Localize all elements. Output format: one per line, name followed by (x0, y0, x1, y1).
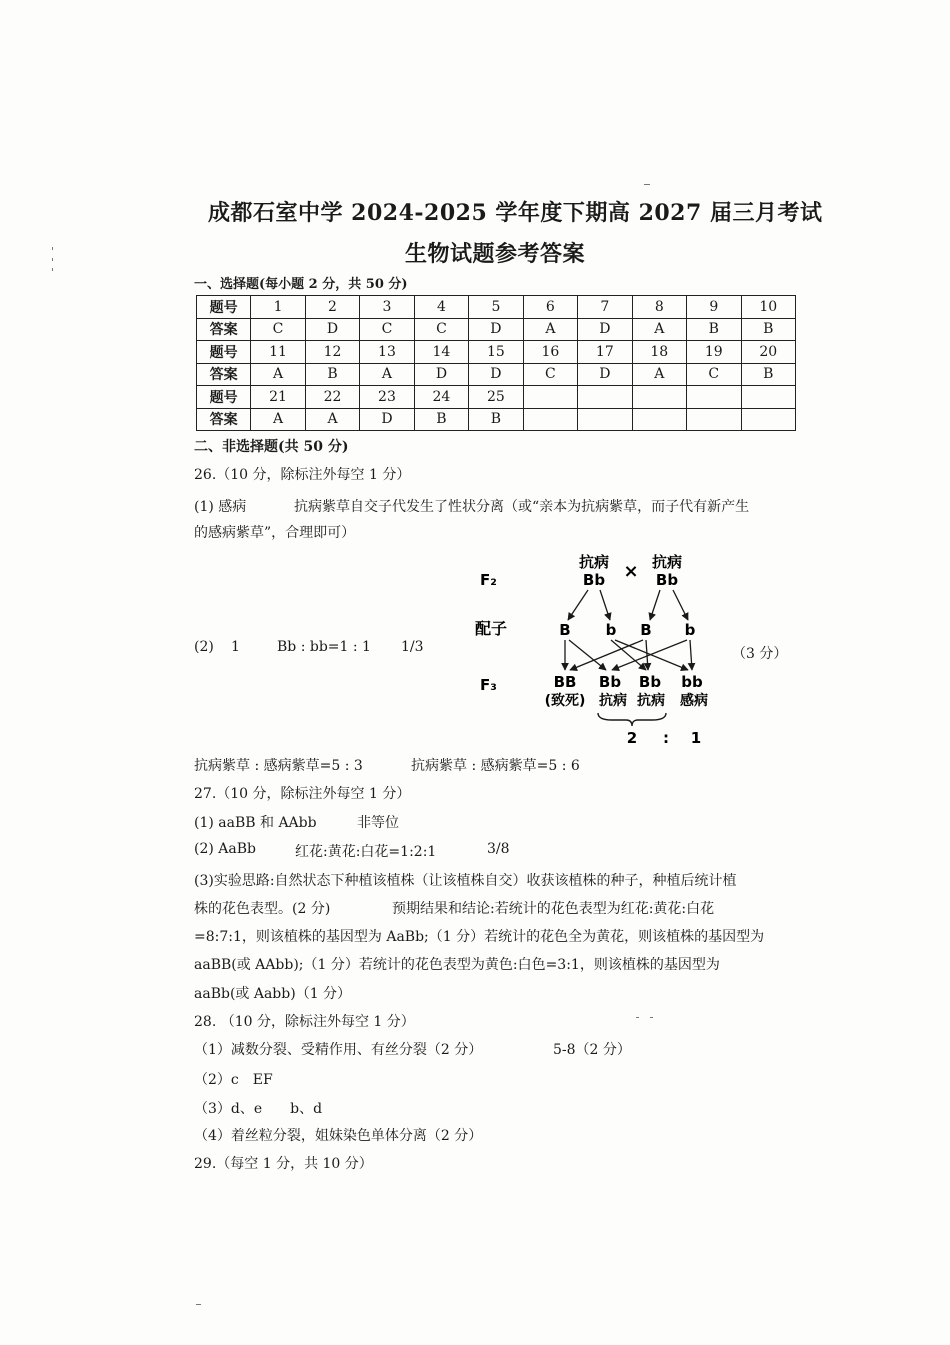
parent1-phenotype: 抗病 (578, 553, 610, 571)
scan-speck (644, 184, 650, 185)
q27-line4-a: 株的花色表型。(2 分) (194, 901, 331, 917)
ratio-colon: : (663, 729, 669, 747)
table-row (197, 363, 796, 386)
table-cell: 17 (578, 341, 632, 364)
page-title: 成都石室中学 2024-2025 学年度下期高 2027 届三月考试 (208, 200, 823, 226)
table-cell (578, 408, 632, 431)
table-cell: B (741, 363, 795, 386)
parent-gamete-arrows (568, 590, 688, 620)
table-cell (632, 386, 686, 409)
table-cell: A (251, 408, 305, 431)
q27-line3: (3)实验思路:自然状态下种植该植株（让该植株自交）收获该植株的种子，种植后统计植 (194, 873, 737, 889)
q29-header: 29.（每空 1 分，共 10 分） (194, 1156, 373, 1172)
table-cell: 21 (251, 386, 305, 409)
scan-speck (52, 247, 53, 250)
gamete-3: B (640, 621, 652, 639)
offspring-brace (598, 713, 666, 726)
q26-ratio-1: 抗病紫草 : 感病紫草=5 : 3 (194, 758, 363, 774)
q26-part2-answer-b: Bb : bb=1 : 1 (277, 639, 371, 655)
table-cell: 14 (414, 341, 468, 364)
table-row-header: 题号 (197, 341, 251, 364)
q27-line1-b: 非等位 (357, 815, 399, 831)
table-cell: B (414, 408, 468, 431)
q28-line1-b: 5-8（2 分） (553, 1042, 631, 1058)
q28-line3: （3）d、e b、d (194, 1101, 323, 1117)
ratio-right: 1 (690, 729, 702, 747)
table-row (197, 408, 796, 431)
q27-line1-a: (1) aaBB 和 AAbb (194, 815, 317, 831)
table-cell (578, 386, 632, 409)
table-cell: C (687, 363, 741, 386)
table-cell: 18 (632, 341, 686, 364)
scan-speck (52, 258, 53, 261)
offspring-2-genotype: Bb (598, 673, 622, 691)
table-cell: 22 (305, 386, 359, 409)
table-cell: B (305, 363, 359, 386)
scan-speck (52, 268, 53, 271)
table-cell: D (469, 363, 523, 386)
table-row (197, 318, 796, 341)
q27-line5: =8:7:1，则该植株的基因型为 AaBb;（1 分）若统计的花色全为黄花，则该植株的基因型为 (194, 929, 765, 945)
parent2-genotype: Bb (655, 571, 679, 589)
table-cell: 16 (523, 341, 577, 364)
table-cell: A (632, 318, 686, 341)
table-cell: A (523, 318, 577, 341)
table-cell: 23 (360, 386, 414, 409)
table-cell: A (251, 363, 305, 386)
q26-part1-reason-cont: 的感病紫草”，合理即可） (194, 525, 356, 541)
table-row-header: 答案 (197, 408, 251, 431)
table-cell: B (741, 318, 795, 341)
table-cell: C (523, 363, 577, 386)
q26-part2-answer-c: 1/3 (401, 639, 424, 655)
genetic-cross-diagram (470, 545, 730, 755)
offspring-2-phenotype: 抗病 (599, 693, 627, 709)
table-cell: 5 (469, 296, 523, 319)
table-row-header: 题号 (197, 296, 251, 319)
table-cell (523, 386, 577, 409)
table-cell: 6 (523, 296, 577, 319)
table-cell: A (360, 363, 414, 386)
table-cell: A (632, 363, 686, 386)
table-cell: D (360, 408, 414, 431)
table-cell: C (360, 318, 414, 341)
table-cell (741, 386, 795, 409)
parent2-phenotype: 抗病 (651, 553, 683, 571)
table-cell: B (469, 408, 523, 431)
page-subtitle: 生物试题参考答案 (405, 241, 586, 267)
q26-ratio-2: 抗病紫草 : 感病紫草=5 : 6 (411, 758, 580, 774)
q26-part1-answer: (1) 感病 (194, 499, 247, 515)
table-cell: 15 (469, 341, 523, 364)
parent1-genotype: Bb (582, 571, 606, 589)
table-cell: 9 (687, 296, 741, 319)
gamete-label: 配子 (475, 619, 508, 638)
q27-line6: aaBB(或 AAbb);（1 分）若统计的花色表型为黄色:白色=3:1，则该植株的基因型为 (194, 957, 720, 973)
q28-line4: （4）着丝粒分裂，姐妹染色单体分离（2 分） (194, 1128, 483, 1144)
table-cell (632, 408, 686, 431)
table-cell: D (578, 318, 632, 341)
q27-header: 27.（10 分，除标注外每空 1 分） (194, 786, 411, 802)
q28-header: 28. （10 分，除标注外每空 1 分） (194, 1014, 415, 1030)
table-cell: A (305, 408, 359, 431)
section1-heading: 一、选择题(每小题 2 分，共 50 分) (194, 277, 408, 292)
offspring-3-genotype: Bb (638, 673, 662, 691)
table-cell: 8 (632, 296, 686, 319)
q28-line1-a: （1）减数分裂、受精作用、有丝分裂（2 分） (194, 1042, 483, 1058)
table-cell: C (251, 318, 305, 341)
offspring-4-genotype: bb (681, 673, 703, 691)
gamete-1: B (559, 621, 571, 639)
offspring-1-genotype: BB (553, 673, 577, 691)
scan-speck (650, 1017, 653, 1018)
section2-heading: 二、非选择题(共 50 分) (194, 439, 349, 455)
cross-symbol: × (623, 561, 639, 582)
table-cell (687, 386, 741, 409)
table-cell: 19 (687, 341, 741, 364)
table-cell: 11 (251, 341, 305, 364)
ratio-left: 2 (626, 729, 638, 747)
q27-line4-b: 预期结果和结论:若统计的花色表型为红花:黄花:白花 (392, 901, 715, 917)
table-cell: D (578, 363, 632, 386)
q28-line2: （2）c EF (194, 1072, 273, 1088)
q27-line2-a: (2) AaBb (194, 841, 256, 857)
table-cell: 20 (741, 341, 795, 364)
table-cell: D (469, 318, 523, 341)
table-row-header: 题号 (197, 386, 251, 409)
offspring-1-phenotype: (致死) (544, 693, 586, 709)
table-cell: C (414, 318, 468, 341)
table-cell: 12 (305, 341, 359, 364)
table-row-header: 答案 (197, 318, 251, 341)
q27-line7: aaBb(或 Aabb)（1 分） (194, 986, 352, 1002)
q26-part2-num: (2) (194, 639, 214, 655)
offspring-3-phenotype: 抗病 (637, 693, 665, 709)
table-row (197, 341, 796, 364)
table-cell: 10 (741, 296, 795, 319)
table-cell: 24 (414, 386, 468, 409)
q26-part2-answer-a: 1 (231, 639, 240, 655)
table-row (197, 296, 796, 319)
f2-label: F₂ (480, 571, 497, 589)
table-cell (687, 408, 741, 431)
table-cell: 1 (251, 296, 305, 319)
table-cell: D (414, 363, 468, 386)
scan-speck (196, 1304, 201, 1305)
answer-table (196, 295, 796, 431)
offspring-4-phenotype: 感病 (680, 693, 708, 709)
q26-header: 26.（10 分，除标注外每空 1 分） (194, 467, 411, 483)
table-row-header: 答案 (197, 363, 251, 386)
table-cell: 2 (305, 296, 359, 319)
q26-part2-score: （3 分） (732, 646, 788, 662)
q27-line2-b: 红花:黄花:白花=1:2:1 (295, 844, 437, 860)
f3-label: F₃ (480, 676, 497, 694)
table-cell: 13 (360, 341, 414, 364)
scan-speck (636, 1017, 639, 1018)
table-cell: 4 (414, 296, 468, 319)
table-cell: D (305, 318, 359, 341)
table-cell (741, 408, 795, 431)
table-cell: 3 (360, 296, 414, 319)
table-cell: 7 (578, 296, 632, 319)
gamete-offspring-arrows (565, 640, 692, 670)
q27-line2-c: 3/8 (487, 841, 510, 857)
gamete-4: b (684, 621, 696, 639)
table-cell (523, 408, 577, 431)
gamete-2: b (605, 621, 617, 639)
table-row (197, 386, 796, 409)
q26-part1-reason: 抗病紫草自交子代发生了性状分离（或“亲本为抗病紫草，而子代有新产生 (294, 499, 750, 515)
table-cell: B (687, 318, 741, 341)
table-cell: 25 (469, 386, 523, 409)
